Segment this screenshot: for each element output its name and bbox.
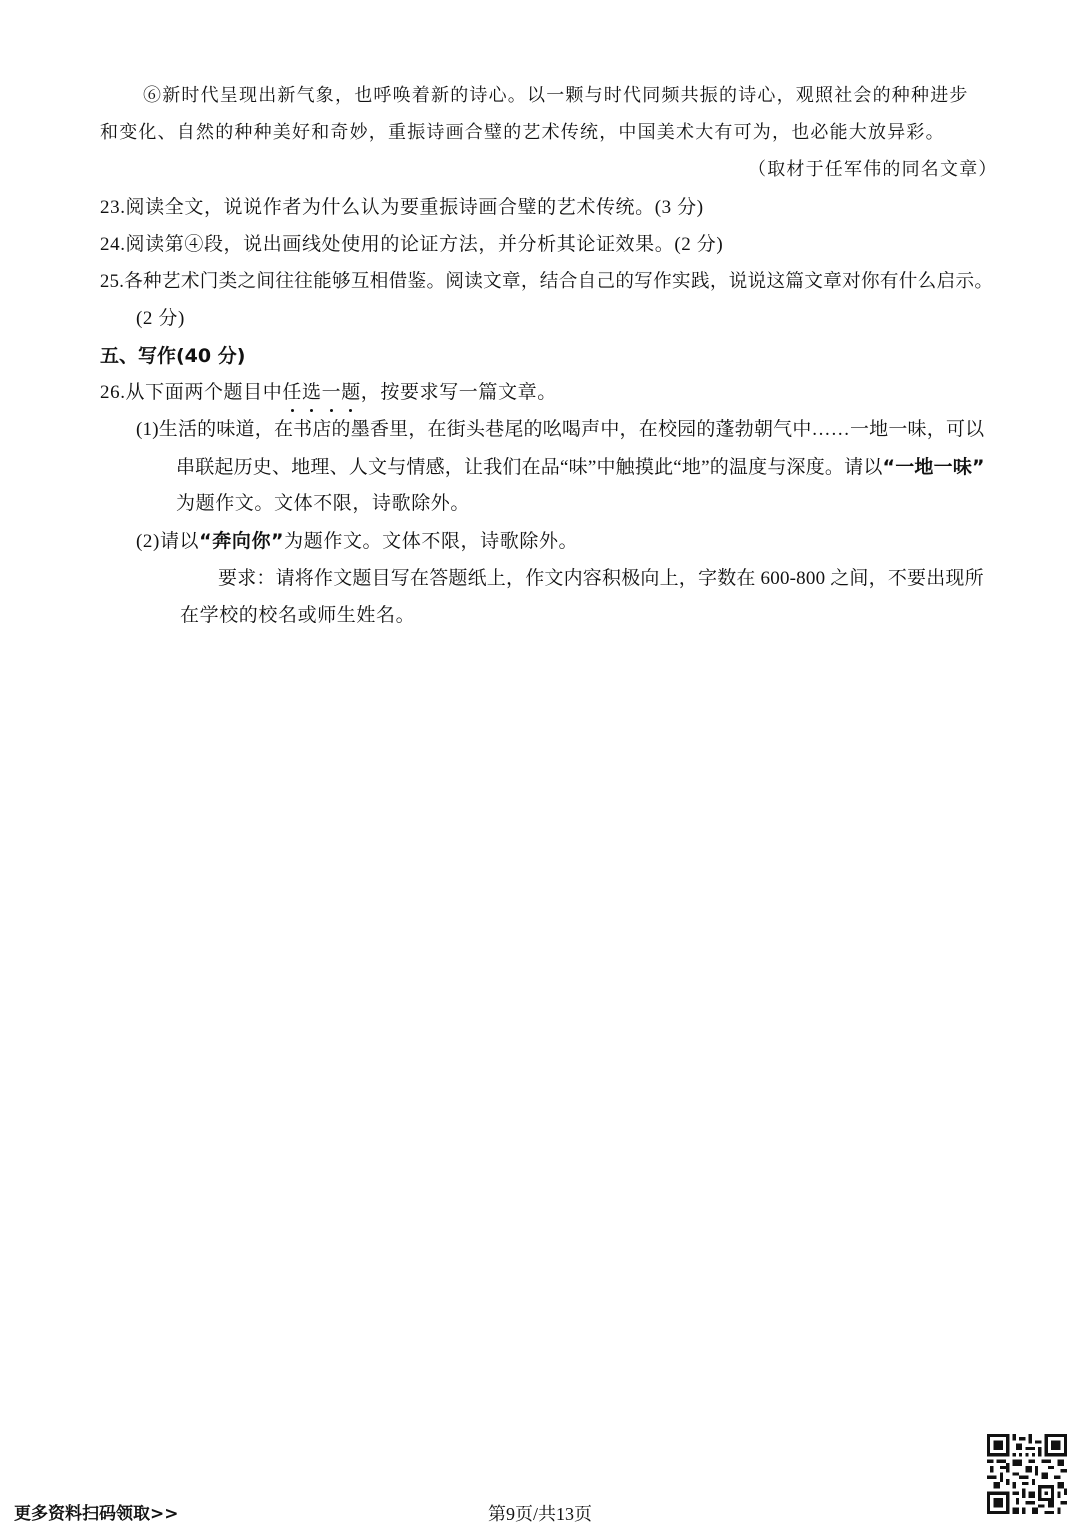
option-2-title: “奔向你”	[199, 530, 285, 552]
passage-line-1: ⑥新时代呈现出新气象，也呼唤着新的诗心。以一颗与时代同频共振的诗心，观照社会的种种进步	[143, 85, 969, 106]
emphasis-char: 任	[282, 380, 302, 406]
requirements-line-1: 要求：请将作文题目写在答题纸上，作文内容积极向上，字数在 600-800 之间，不要出现所	[218, 568, 984, 589]
question-24: 24.阅读第④段，说出画线处使用的论证方法，并分析其论证效果。(2 分)	[100, 234, 724, 255]
option-2-suffix: 为题作文。文体不限，诗歌除外。	[284, 531, 579, 552]
option-1-line-3: 为题作文。文体不限，诗歌除外。	[176, 493, 471, 514]
question-26-prefix: 26.从下面两个题目中	[100, 382, 283, 403]
emphasis-char: 题	[341, 380, 361, 406]
option-1-title: “一地一味”	[882, 456, 985, 478]
option-2-prefix: (2)请以	[136, 531, 200, 552]
section-heading-writing: 五、写作(40 分)	[100, 345, 246, 367]
option-1-line-2	[176, 454, 985, 481]
emphasis-char: 一	[322, 380, 342, 406]
question-25-line-1: 25.各种艺术门类之间往往能够互相借鉴。阅读文章，结合自己的写作实践，说说这篇文章对你有什么启示。	[100, 271, 994, 292]
question-25-line-2: (2 分)	[136, 308, 185, 329]
passage-source: （取材于任军伟的同名文章）	[748, 159, 998, 180]
passage-line-2: 和变化、自然的种种美好和奇妙，重振诗画合璧的艺术传统，中国美术大有可为，也必能大放异彩。	[100, 122, 945, 143]
question-23: 23.阅读全文，说说作者为什么认为要重振诗画合璧的艺术传统。(3 分)	[100, 197, 704, 218]
page-number: 第9页/共13页	[487, 1504, 592, 1524]
option-1-line-1: (1)生活的味道，在书店的墨香里，在街头巷尾的吆喝声中，在校园的蓬勃朝气中……一地一味，可以	[136, 419, 985, 440]
option-2	[136, 528, 578, 555]
qr-code-icon[interactable]	[987, 1434, 1067, 1514]
emphasis-char: 选	[302, 380, 322, 406]
question-26	[100, 380, 557, 406]
question-26-suffix: ，按要求写一篇文章。	[360, 382, 557, 403]
footer-more-resources[interactable]: 更多资料扫码领取>>	[14, 1504, 179, 1524]
requirements-line-2: 在学校的校名或师生姓名。	[180, 605, 416, 626]
option-1-line-2-text: 串联起历史、地理、人文与情感，让我们在品“味”中触摸此“地”的温度与深度。请以	[176, 457, 883, 478]
